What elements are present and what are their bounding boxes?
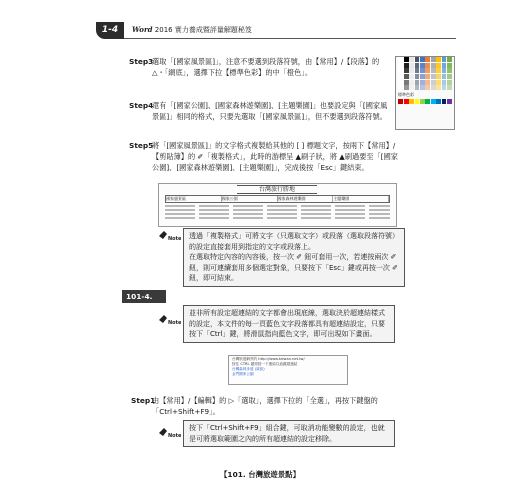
theme-color-row[interactable] — [398, 79, 452, 85]
color-swatch[interactable] — [436, 74, 441, 79]
color-swatch[interactable] — [425, 63, 430, 68]
step4-label: Step4 — [129, 101, 154, 110]
step3-text: 選取「[國家風景區]」，注意不要選到段落符號，由【常用】/【段落】的 △・「網底」，選擇下拉【標準色彩】的中「橙色」。 — [152, 57, 380, 78]
doc-col: 國家風景區 — [166, 196, 222, 202]
color-swatch[interactable] — [415, 74, 420, 79]
color-swatch[interactable] — [398, 63, 403, 68]
color-swatch[interactable] — [398, 74, 403, 79]
color-swatch[interactable] — [404, 85, 409, 90]
color-swatch[interactable] — [420, 74, 425, 79]
step3-label: Step3 — [129, 57, 154, 66]
standard-color-label: 標準色彩 — [398, 91, 414, 97]
note-icon-label: Note — [168, 236, 182, 242]
color-swatch[interactable] — [409, 68, 414, 73]
standard-color-swatch[interactable] — [404, 99, 409, 104]
standard-color-swatch[interactable] — [398, 99, 403, 104]
header-title: 2016 實力養成暨評量解題秘笈 — [154, 26, 252, 34]
color-swatch[interactable] — [436, 63, 441, 68]
color-swatch[interactable] — [404, 80, 409, 85]
link-line-3: 台灣森林步道 (資訊) — [232, 367, 265, 371]
theme-color-row[interactable] — [398, 63, 452, 69]
doc-col: 國家森林遊樂園 — [278, 196, 334, 202]
color-swatch[interactable] — [415, 85, 420, 90]
chapter-tab: 1-4 — [96, 22, 124, 39]
note-box-4 — [183, 420, 395, 447]
color-swatch[interactable] — [447, 68, 452, 73]
brand-word: Word — [132, 25, 153, 34]
theme-color-grid[interactable] — [396, 57, 454, 91]
section-tag: 101-4. — [122, 290, 166, 303]
color-swatch[interactable] — [425, 68, 430, 73]
running-header — [132, 25, 252, 36]
svg-text:Note: Note — [168, 320, 182, 326]
color-swatch[interactable] — [447, 74, 452, 79]
note-box-3 — [183, 305, 395, 343]
step4-text: 還有「[國家公園]、[國家森林遊樂園]、[主題樂園]」也要設定與「[國家風景區]」相同的格式，只要先選取「[國家風景區]」，但不要選到段落符號。 — [152, 101, 388, 122]
color-swatch[interactable] — [442, 85, 447, 90]
color-swatch[interactable] — [425, 74, 430, 79]
theme-color-row[interactable] — [398, 68, 452, 74]
standard-color-swatch[interactable] — [431, 99, 436, 104]
color-swatch[interactable] — [404, 68, 409, 73]
color-swatch[interactable] — [415, 57, 420, 62]
color-swatch[interactable] — [442, 80, 447, 85]
color-swatch[interactable] — [425, 57, 430, 62]
color-swatch[interactable] — [425, 80, 430, 85]
standard-color-swatch[interactable] — [425, 99, 430, 104]
link-line-4: 金門國家公園 — [232, 372, 254, 376]
svg-text:Note: Note — [168, 433, 182, 439]
color-swatch[interactable] — [436, 80, 441, 85]
standard-color-swatch[interactable] — [436, 99, 441, 104]
color-swatch[interactable] — [420, 63, 425, 68]
doc-title: 台灣旅行勝地 — [237, 185, 317, 194]
color-swatch[interactable] — [415, 80, 420, 85]
color-swatch[interactable] — [442, 63, 447, 68]
link-line-1: 台灣旅遊網頁的 http://www.taiwan.net.tw/ — [232, 357, 305, 361]
standard-color-swatch[interactable] — [409, 99, 414, 104]
color-swatch[interactable] — [420, 57, 425, 62]
color-swatch[interactable] — [447, 57, 452, 62]
color-swatch[interactable] — [398, 80, 403, 85]
link-line-2: 按住 CTRL 鍵再按一下連結以追蹤超連結 — [232, 362, 298, 366]
note-4-text: 按下「Ctrl+Shift+F9」組合鍵，可取消功能變數的設定，也就是可將選取範圍之內的所有超連結的設定移除。 — [189, 424, 385, 443]
color-swatch[interactable] — [420, 80, 425, 85]
note-box-1 — [183, 228, 405, 287]
color-swatch[interactable] — [436, 57, 441, 62]
color-swatch[interactable] — [442, 74, 447, 79]
doc-col: 國家公園 — [222, 196, 278, 202]
standard-color-swatch[interactable] — [447, 99, 452, 104]
color-swatch[interactable] — [431, 68, 436, 73]
note-icon — [158, 426, 180, 443]
color-swatch[interactable] — [409, 57, 414, 62]
color-swatch[interactable] — [436, 68, 441, 73]
color-swatch[interactable] — [447, 85, 452, 90]
color-swatch[interactable] — [415, 68, 420, 73]
color-swatch[interactable] — [409, 80, 414, 85]
color-swatch[interactable] — [431, 85, 436, 90]
color-swatch[interactable] — [425, 85, 430, 90]
color-swatch[interactable] — [420, 85, 425, 90]
color-swatch[interactable] — [409, 85, 414, 90]
note-3-text: 並非所有設定超連結的文字都會出現底線，選取決於超連結樣式的設定，本文件的每一頁藍色文字段落都具有超連結設定，只要按下「Ctrl」鍵，將滑鼠指向藍色文字，即可出現如下畫面。 — [189, 309, 385, 338]
note-1-text: 透過「複製格式」可將文字（只選取文字）或段落（選取段落符號）的設定直接套用到指定的文字或段落上。 — [189, 232, 399, 251]
color-swatch[interactable] — [415, 63, 420, 68]
doc-column-header — [165, 195, 390, 203]
color-swatch[interactable] — [398, 85, 403, 90]
color-swatch[interactable] — [442, 57, 447, 62]
color-swatch[interactable] — [420, 68, 425, 73]
step1-text: 由【常用】/【編輯】的 ▷「選取」，選擇下拉的「全選」，再按下鍵盤的「Ctrl+Shift+F9」。 — [152, 396, 378, 417]
header-rule — [124, 38, 456, 39]
step1-label: Step1 — [131, 396, 156, 405]
standard-color-swatch[interactable] — [415, 99, 420, 104]
note-icon — [158, 313, 180, 330]
color-swatch[interactable] — [404, 57, 409, 62]
color-swatch[interactable] — [431, 63, 436, 68]
color-swatch[interactable] — [398, 57, 403, 62]
color-swatch[interactable] — [404, 63, 409, 68]
step5-text: 將「[國家風景區]」的文字格式複製給其他的 [ ] 標題文字，按兩下【常用】/【剪貼簿】的 ✐「複製格式」，此時的游標呈 ▲刷子狀，將 ▲刷過要至「[國家公園]、[國家森林遊樂園]、[主題樂園]」，完成後按「Esc」鍵結束。 — [152, 141, 398, 173]
hyperlink-screenshot — [228, 355, 348, 385]
color-swatch[interactable] — [431, 74, 436, 79]
standard-color-swatch[interactable] — [442, 99, 447, 104]
step5-label: Step5 — [129, 141, 154, 150]
theme-color-row[interactable] — [398, 85, 452, 91]
page-footer: 【101. 台灣旅遊景點】 — [220, 470, 300, 479]
color-swatch[interactable] — [442, 68, 447, 73]
note-icon — [158, 229, 180, 246]
standard-color-row[interactable] — [398, 99, 452, 105]
theme-color-row[interactable] — [398, 57, 452, 63]
color-swatch[interactable] — [447, 63, 452, 68]
color-swatch[interactable] — [409, 63, 414, 68]
doc-col: 主題樂園 — [333, 196, 389, 202]
document-screenshot — [158, 183, 397, 227]
color-swatch[interactable] — [431, 80, 436, 85]
color-palette[interactable] — [395, 56, 455, 130]
standard-color-swatch[interactable] — [420, 99, 425, 104]
note-2-text: 在選取特定內容的內容後，按一次 ✐ 鈕可套用一次，若連按兩次 ✐ 鈕，則可連續套用多個選定對象，只要按下「Esc」鍵或再按一次 ✐ 鈕，即可結束。 — [189, 253, 399, 282]
color-swatch[interactable] — [431, 57, 436, 62]
color-swatch[interactable] — [404, 74, 409, 79]
color-swatch[interactable] — [409, 74, 414, 79]
color-swatch[interactable] — [398, 68, 403, 73]
color-swatch[interactable] — [436, 85, 441, 90]
theme-color-row[interactable] — [398, 74, 452, 80]
color-swatch[interactable] — [447, 80, 452, 85]
doc-body-lines — [165, 203, 390, 221]
